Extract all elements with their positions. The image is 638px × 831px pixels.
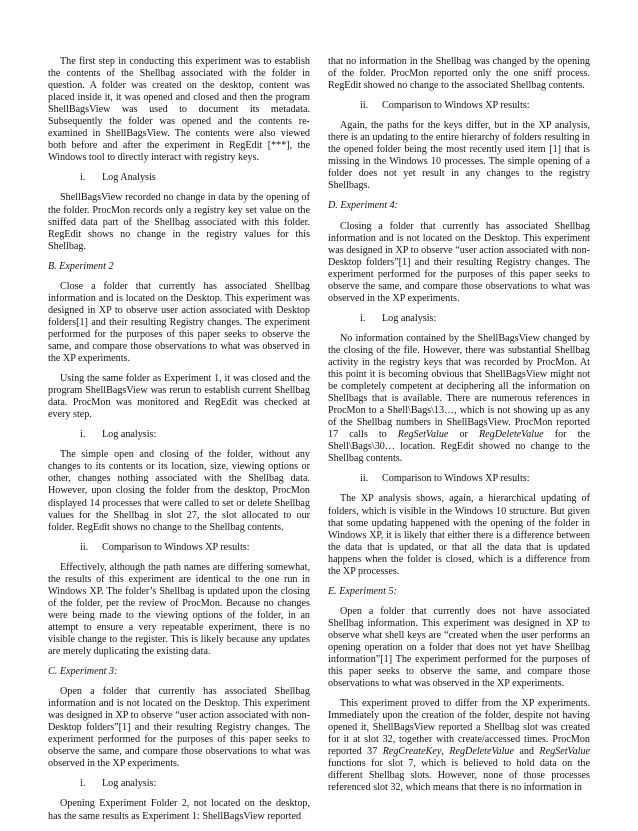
paragraph-exp2-comparison: Effectively, although the path names are differing somewhat, the results of this experiment are identical to the one run in Windows XP. The folder’s Shellbag is updated upon the closing of the folder, per the review of ProcMon. Because no changes were being made to the viewing options of the folder, in an attempt to ensure a very repeatable experiment, there is no visible change to the register. This is likely because any updates are merely duplicating the existing data. (48, 561, 310, 658)
section-heading-experiment-5: E. Experiment 5: (328, 585, 397, 597)
paragraph-exp4-results: No information contained by the ShellBagsView changed by the closing of the file. However, there was substantial Shellbag activity in the registry keys that was recorded by ProcMon. At this point it is becoming obvious that ShellBagsView might not be completely competent at deciphering all the information on Shellbags that is available. There are numerous references in ProcMon to a Shell\Bags\13…, which is not showing up as any of the Shellbag numbers in ShellBagsView. ProcMon reported 17 calls to RegSetValue or RegDeleteValue for the Shell\Bags\30… location. RegEdit showed no change to the Shellbag contents. (328, 332, 590, 465)
paragraph-method: The first step in conducting this experiment was to establish the contents of the Shellbag associated with the folder in question. A folder was created on the desktop, content was placed inside it, it was opened and closed and then the program ShellBagsView was used to document its metadata. Subsequently the folder was opened and the contents re-examined in ShellBagsView. The contents were also viewed both before and after the experiment in RegEdit [***], the Windows tool to directly interact with registry keys. (48, 56, 310, 164)
subheading-number: i. (360, 312, 366, 324)
section-heading-experiment-4: D. Experiment 4: (328, 200, 399, 212)
subheading-log-analysis (328, 313, 590, 325)
paragraph-exp5-design: Open a folder that currently does not have associated Shellbag information. This experiment was designed in XP to observe what shell keys are “created when the user performs an opening operation on a folder that does not yet have Shellbag information”[1] The experiment performed for the purposes of this paper seeks to observe the same, and compare those observations to what was observed in the XP experiments. (328, 605, 590, 690)
paragraph-exp4-comparison: The XP analysis shows, again, a hierarchical updating of folders, which is visible in the Windows 10 structure. But given that some updating happened with the opening of the folder in Windows XP, it is likely that either there is a difference between the data that is updated, or that all the data that is updated happens when the folder is closed, which is a difference from the XP processes. (328, 493, 590, 577)
subheading-label: Comparison to Windows XP results: (382, 473, 530, 485)
subheading-comparison-xp (328, 473, 590, 485)
subheading-label: Log analysis: (102, 429, 157, 441)
subheading-number: i. (80, 778, 86, 790)
left-column (48, 56, 310, 831)
subheading-comparison-xp (48, 542, 310, 554)
subheading-number: i. (80, 172, 86, 184)
subheading-log-analysis (48, 778, 310, 790)
right-column (328, 56, 590, 803)
subheading-label: Comparison to Windows XP results: (102, 541, 250, 553)
subheading-number: ii. (360, 473, 369, 485)
subheading-number: ii. (360, 100, 369, 112)
subheading-log-analysis (48, 172, 310, 184)
paragraph-exp1-results: ShellBagsView recorded no change in data by the opening of the folder. ProcMon records only a registry key set value on the sniffed data part of the Shellbag associated with this folder. RegEdit shows no change in the registry values for this Shellbag. (48, 192, 310, 252)
subheading-label: Log analysis: (102, 778, 157, 790)
paragraph-exp3-design: Open a folder that currently has associated Shellbag information and is not located on the Desktop. This experiment was designed in XP to observe “user action associated with non-Desktop folders”[1] and their resulting Registry changes. The experiment performed for the purposes of this paper seeks to observe the same, and compare those observations to what was observed in the XP experiments. (48, 686, 310, 770)
paragraph-exp2-design: Close a folder that currently has associated Shellbag information and is located on the Desktop. This experiment was designed in XP to observe user action associated with Desktop folders[1] and their resulting Registry changes. The experiment performed for the purposes of this paper seeks to observe the same, and compare those observations to what was observed in the XP experiments. (48, 280, 310, 365)
subheading-comparison-xp (328, 100, 590, 112)
paragraph-exp2-procedure: Using the same folder as Experiment 1, it was closed and the program ShellBagsView was rerun to establish current Shellbag data. ProcMon was monitored and RegEdit was checked at every step. (48, 373, 310, 421)
paragraph-exp3-results-cont: that no information in the Shellbag was changed by the opening of the folder. ProcMon reported only the one sniff process. RegEdit showed no change to the associated Shellbag contents. (328, 56, 590, 92)
subheading-number: i. (80, 429, 86, 441)
subheading-log-analysis (48, 429, 310, 441)
paragraph-exp3-comparison: Again, the paths for the keys differ, but in the XP analysis, there is an updating to the entire hierarchy of folders resulting in the opened folder being the most recently used item [1] that is missing in the Windows 10 processes. The simple opening of a folder does not yet result in any changes to the registry Shellbags. (328, 120, 590, 192)
subheading-number: ii. (80, 541, 89, 553)
paragraph-exp3-results: Opening Experiment Folder 2, not located on the desktop, has the same results as Experiment 1: ShellBagsView reported (48, 798, 310, 822)
paragraph-exp5-results: This experiment proved to differ from the XP experiments. Immediately upon the creation of the folder, despite not having opened it, ShellBagsView reported a Shellbag slot was created for it at slot 32, together with create/accessed times. ProcMon reported 37 RegCreateKey, RegDeleteValue and RegSetValue functions for slot 7, which is believed to hold data on the different Shellbag slots. However, none of those processes referenced slot 32, which means that there is no information in (328, 698, 591, 794)
section-heading-experiment-2: B. Experiment 2 (48, 260, 114, 272)
subheading-label: Log Analysis (102, 172, 156, 184)
paragraph-exp4-design: Closing a folder that currently has associated Shellbag information and is not located on the Desktop. This experiment was designed in XP to observe “user action associated with non-Desktop folders”[1] and their resulting Registry changes. The experiment performed for the purposes of this paper seeks to observe the same, and compare those observations to what was observed in the XP experiments. (328, 220, 590, 304)
section-heading-experiment-3: C. Experiment 3: (48, 666, 118, 678)
paragraph-exp2-results: The simple open and closing of the folder, without any changes to its contents or its location, size, viewing options or other, changes nothing associated with the Shellbag data. However, upon closing the folder from the desktop, ProcMon displayed 14 processes that were called to set or delete Shellbag values for the Shellbag in slot 27, the slot allocated to our folder. RegEdit shows no change to the Shellbag contents. (48, 449, 310, 533)
subheading-label: Log analysis: (382, 312, 437, 324)
subheading-label: Comparison to Windows XP results: (382, 100, 530, 112)
